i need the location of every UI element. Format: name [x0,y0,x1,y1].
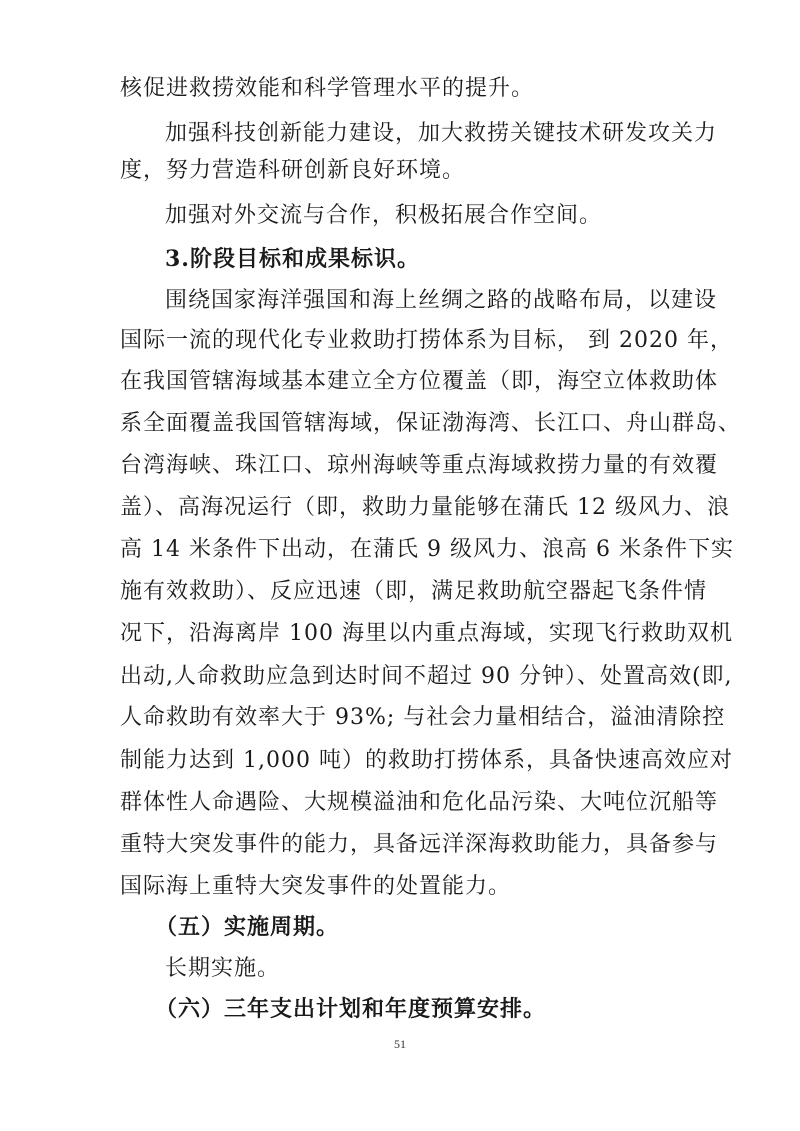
paragraph-line: 盖）、高海况运行（即，救助力量能够在蒲氏 12 级风力、浪 [120,495,730,520]
paragraph-line: 台湾海峡、珠江口、琼州海峡等重点海域救捞力量的有效覆 [120,453,719,478]
paragraph-line: 出动,人命救助应急到达时间不超过 90 分钟）、处置高效(即, [120,664,733,689]
paragraph-line: 人命救助有效率大于 93%; 与社会力量相结合，溢油清除控 [120,705,726,730]
paragraph-line: 国际海上重特大突发事件的处置能力。 [120,874,512,899]
paragraph-line: 围绕国家海洋强国和海上丝绸之路的战略布局，以建设 [165,288,718,313]
paragraph-line: 度，努力营造科研创新良好环境。 [120,158,466,183]
paragraph-line: 系全面覆盖我国管辖海域，保证渤海湾、长江口、舟山群岛、 [120,411,742,436]
section-heading: （五）实施周期。 [155,914,340,940]
paragraph-line: 制能力达到 1,000 吨）的救助打捞体系，具备快速高效应对 [120,748,733,773]
paragraph-line: 在我国管辖海域基本建立全方位覆盖（即，海空立体救助体 [120,369,719,394]
paragraph-line: 高 14 米条件下出动，在蒲氏 9 级风力、浪高 6 米条件下实 [120,537,734,562]
paragraph-line: 群体性人命遇险、大规模溢油和危化品污染、大吨位沉船等 [120,790,719,815]
paragraph-line: 况下，沿海离岸 100 海里以内重点海域，实现飞行救助双机 [120,621,733,646]
page-number: 51 [394,1037,406,1051]
paragraph-line: 加强科技创新能力建设，加大救捞关键技术研发攻关力 [165,121,718,146]
paragraph-line: 核促进救捞效能和科学管理水平的提升。 [120,76,535,101]
paragraph-line: 长期实施。 [165,956,281,981]
paragraph-line: 重特大突发事件的能力，具备远洋深海救助能力，具备参与 [120,832,719,857]
section-heading: （六）三年支出计划和年度预算安排。 [155,996,547,1022]
paragraph-line: 施有效救助）、反应迅速（即，满足救助航空器起飞条件情 [120,579,708,604]
paragraph-line: 加强对外交流与合作，积极拓展合作空间。 [165,203,603,228]
paragraph-line: 国际一流的现代化专业救助打捞体系为目标， 到 2020 年， [120,328,733,353]
section-heading: 3.阶段目标和成果标识。 [165,246,420,272]
